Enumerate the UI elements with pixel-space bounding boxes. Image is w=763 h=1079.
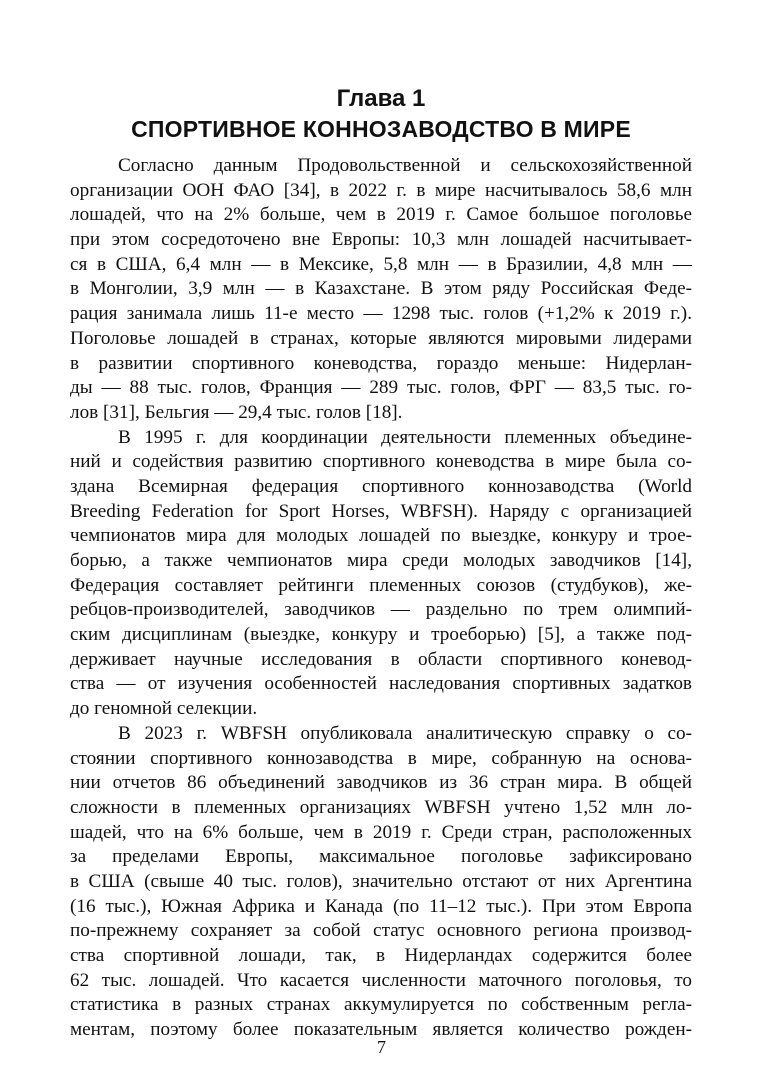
text-line: в США (свыше 40 тыс. голов), значительно отстают от них Аргентина bbox=[70, 870, 692, 892]
text-line: стоянии спортивного коннозаводства в мире, собранную на основа- bbox=[70, 747, 692, 769]
text-line: В 1995 г. для координации деятельности племенных объедине- bbox=[118, 426, 692, 448]
page-body bbox=[70, 84, 692, 1043]
chapter-title: СПОРТИВНОЕ КОННОЗАВОДСТВО В МИРЕ bbox=[131, 116, 631, 142]
text-line: ским дисциплинам (выездке, конкуру и троеборью) [5], а также под- bbox=[70, 624, 692, 646]
paragraph-2 bbox=[70, 426, 692, 722]
text-line: ды — 88 тыс. голов, Франция — 289 тыс. голов, ФРГ — 83,5 тыс. го- bbox=[70, 377, 692, 399]
chapter-text bbox=[70, 154, 692, 1043]
text-line: ся в США, 6,4 млн — в Мексике, 5,8 млн — в Бразилии, 4,8 млн — bbox=[70, 253, 692, 275]
text-line: лов [31], Бельгия — 29,4 тыс. голов [18]. bbox=[70, 401, 403, 423]
text-line: рация занимала лишь 11-е место — 1298 тыс. голов (+1,2% к 2019 г.). bbox=[70, 303, 692, 325]
text-line: по-прежнему сохраняет за собой статус основного региона производ- bbox=[70, 920, 692, 942]
text-line: Breeding Federation for Sport Horses, WBFSH). Наряду с организацией bbox=[70, 500, 692, 522]
text-line: статистика в разных странах аккумулируется по собственным регла- bbox=[70, 994, 692, 1016]
text-line: В 2023 г. WBFSH опубликовала аналитическую справку о со- bbox=[118, 722, 692, 744]
text-line: (16 тыс.), Южная Африка и Канада (по 11–12 тыс.). При этом Европа bbox=[70, 895, 692, 917]
text-line: ства — от изучения особенностей наследования спортивных задатков bbox=[70, 673, 692, 695]
text-line: держивает научные исследования в области спортивного коневод- bbox=[70, 648, 692, 670]
text-line: при этом сосредоточено вне Европы: 10,3 млн лошадей насчитывает- bbox=[70, 229, 692, 251]
text-line: здана Всемирная федерация спортивного коннозаводства (World bbox=[70, 475, 692, 497]
text-line: в развитии спортивного коневодства, гораздо меньше: Нидерлан- bbox=[70, 352, 692, 374]
text-line: Федерация составляет рейтинги племенных союзов (студбуков), же- bbox=[70, 574, 692, 596]
text-line: ментам, поэтому более показательным является количество рожден- bbox=[70, 1019, 692, 1041]
text-line: чемпионатов мира для молодых лошадей по выездке, конкуру и трое- bbox=[70, 525, 692, 547]
text-line: за пределами Европы, максимальное поголовье зафиксировано bbox=[70, 846, 692, 868]
text-line: лошадей, что на 2% больше, чем в 2019 г. Самое большое поголовье bbox=[70, 204, 692, 226]
chapter-label: Глава 1 bbox=[336, 85, 426, 112]
text-line: Поголовье лошадей в странах, которые являются мировыми лидерами bbox=[70, 327, 692, 349]
paragraph-3 bbox=[70, 722, 692, 1043]
text-line: сложности в племенных организациях WBFSH учтено 1,52 млн ло- bbox=[70, 796, 692, 818]
text-line: ний и содействия развитию спортивного коневодства в мире была со- bbox=[70, 451, 692, 473]
text-line: шадей, что на 6% больше, чем в 2019 г. Среди стран, расположенных bbox=[70, 821, 692, 843]
paragraph-1 bbox=[70, 154, 692, 426]
text-line: ства спортивной лошади, так, в Нидерландах содержится более bbox=[70, 945, 692, 966]
text-line: борью, а также чемпионатов мира среди молодых заводчиков [14], bbox=[70, 550, 692, 571]
text-line: 62 тыс. лошадей. Что касается численности маточного поголовья, то bbox=[70, 969, 692, 991]
text-line: в Монголии, 3,9 млн — в Казахстане. В этом ряду Российская Феде- bbox=[70, 278, 692, 300]
text-line: до геномной селекции. bbox=[70, 698, 258, 720]
text-line: нии отчетов 86 объединений заводчиков из 36 стран мира. В общей bbox=[70, 772, 692, 794]
text-line: ребцов-производителей, заводчиков — раздельно по трем олимпий- bbox=[70, 599, 692, 621]
text-line: Согласно данным Продовольственной и сельскохозяйственной bbox=[118, 155, 692, 176]
text-line: организации ООН ФАО [34], в 2022 г. в мире насчитывалось 58,6 млн bbox=[70, 179, 692, 201]
page-number: 7 bbox=[377, 1037, 386, 1057]
